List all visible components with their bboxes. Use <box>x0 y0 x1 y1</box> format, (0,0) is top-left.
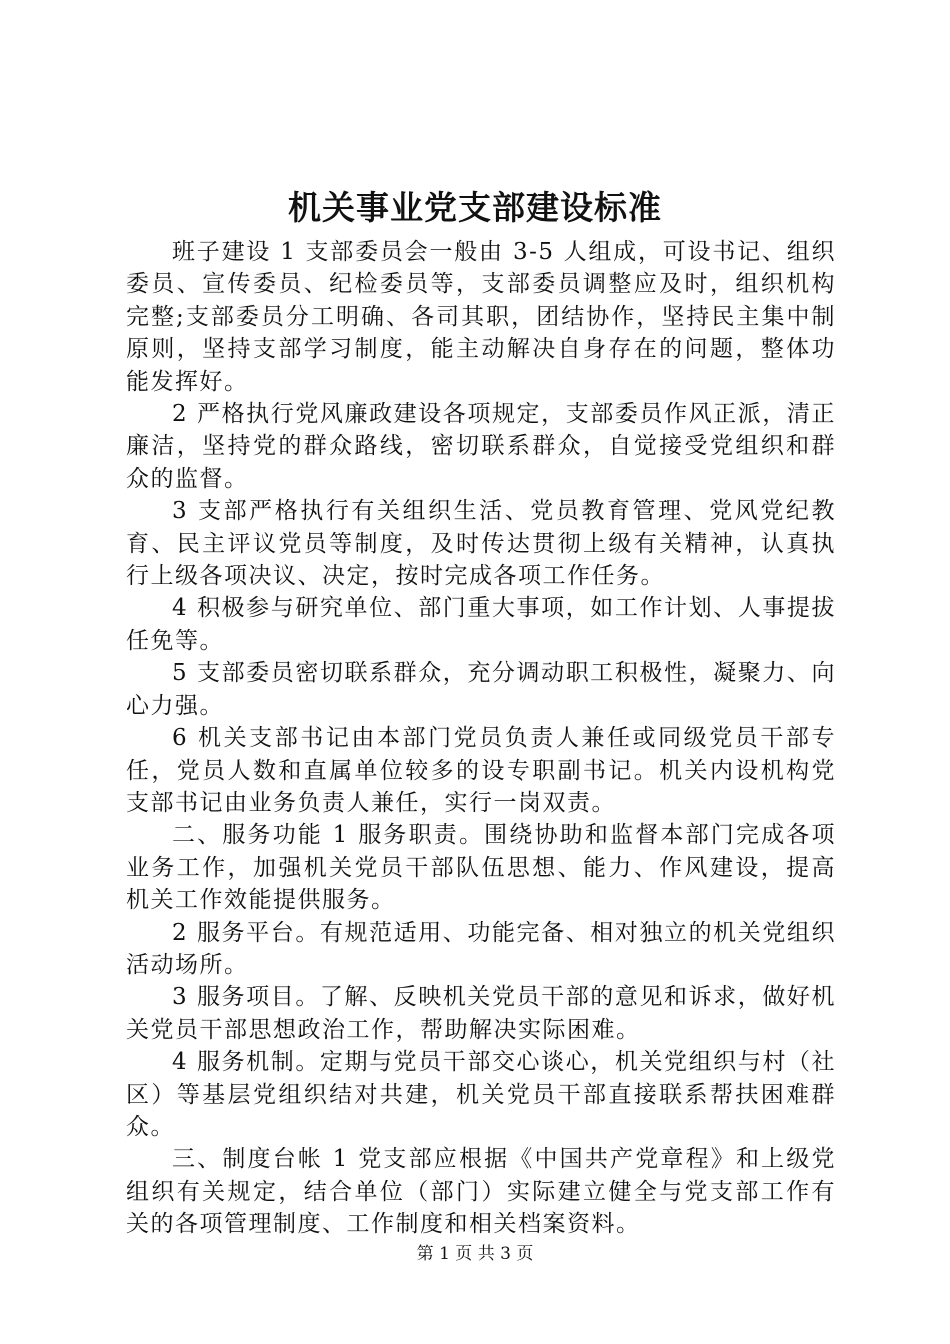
paragraph: 3 服务项目。了解、反映机关党员干部的意见和诉求，做好机关党员干部思想政治工作，帮助解决实际困难。 <box>126 984 836 1043</box>
paragraph: 三、制度台帐 1 党支部应根据《中国共产党章程》和上级党组织有关规定，结合单位（部门）实际建立健全与党支部工作有关的各项管理制度、工作制度和相关档案资料。 <box>126 1146 836 1238</box>
paragraph: 4 服务机制。定期与党员干部交心谈心，机关党组织与村（社区）等基层党组织结对共建，机关党员干部直接联系帮扶困难群众。 <box>126 1049 836 1140</box>
document-body <box>126 236 836 1241</box>
paragraph: 二、服务功能 1 服务职责。围绕协助和监督本部门完成各项业务工作，加强机关党员干部队伍思想、能力、作风建设，提高机关工作效能提供服务。 <box>126 822 836 914</box>
page-footer: 第 1 页 共 3 页 <box>416 1244 534 1264</box>
document-title: 机关事业党支部建设标准 <box>288 188 662 227</box>
paragraph: 3 支部严格执行有关组织生活、党员教育管理、党风党纪教育、民主评议党员等制度，及时传达贯彻上级有关精神，认真执行上级各项决议、决定，按时完成各项工作任务。 <box>126 498 836 590</box>
paragraph: 4 积极参与研究单位、部门重大事项，如工作计划、人事提拔任免等。 <box>126 595 836 654</box>
paragraph: 2 严格执行党风廉政建设各项规定，支部委员作风正派，清正廉洁，坚持党的群众路线，密切联系群众，自觉接受党组织和群众的监督。 <box>126 401 836 492</box>
paragraph: 6 机关支部书记由本部门党员负责人兼任或同级党员干部专任，党员人数和直属单位较多的设专职副书记。机关内设机构党支部书记由业务负责人兼任，实行一岗双责。 <box>126 725 836 816</box>
paragraph: 5 支部委员密切联系群众，充分调动职工积极性，凝聚力、向心力强。 <box>126 660 836 719</box>
paragraph: 班子建设 1 支部委员会一般由 3-5 人组成，可设书记、组织委员、宣传委员、纪检委员等，支部委员调整应及时，组织机构完整;支部委员分工明确、各司其职，团结协作，坚持民主集中制原则，坚持支部学习制度，能主动解决自身存在的问题，整体功能发挥好。 <box>126 239 836 395</box>
paragraph: 2 服务平台。有规范适用、功能完备、相对独立的机关党组织活动场所。 <box>126 919 836 978</box>
